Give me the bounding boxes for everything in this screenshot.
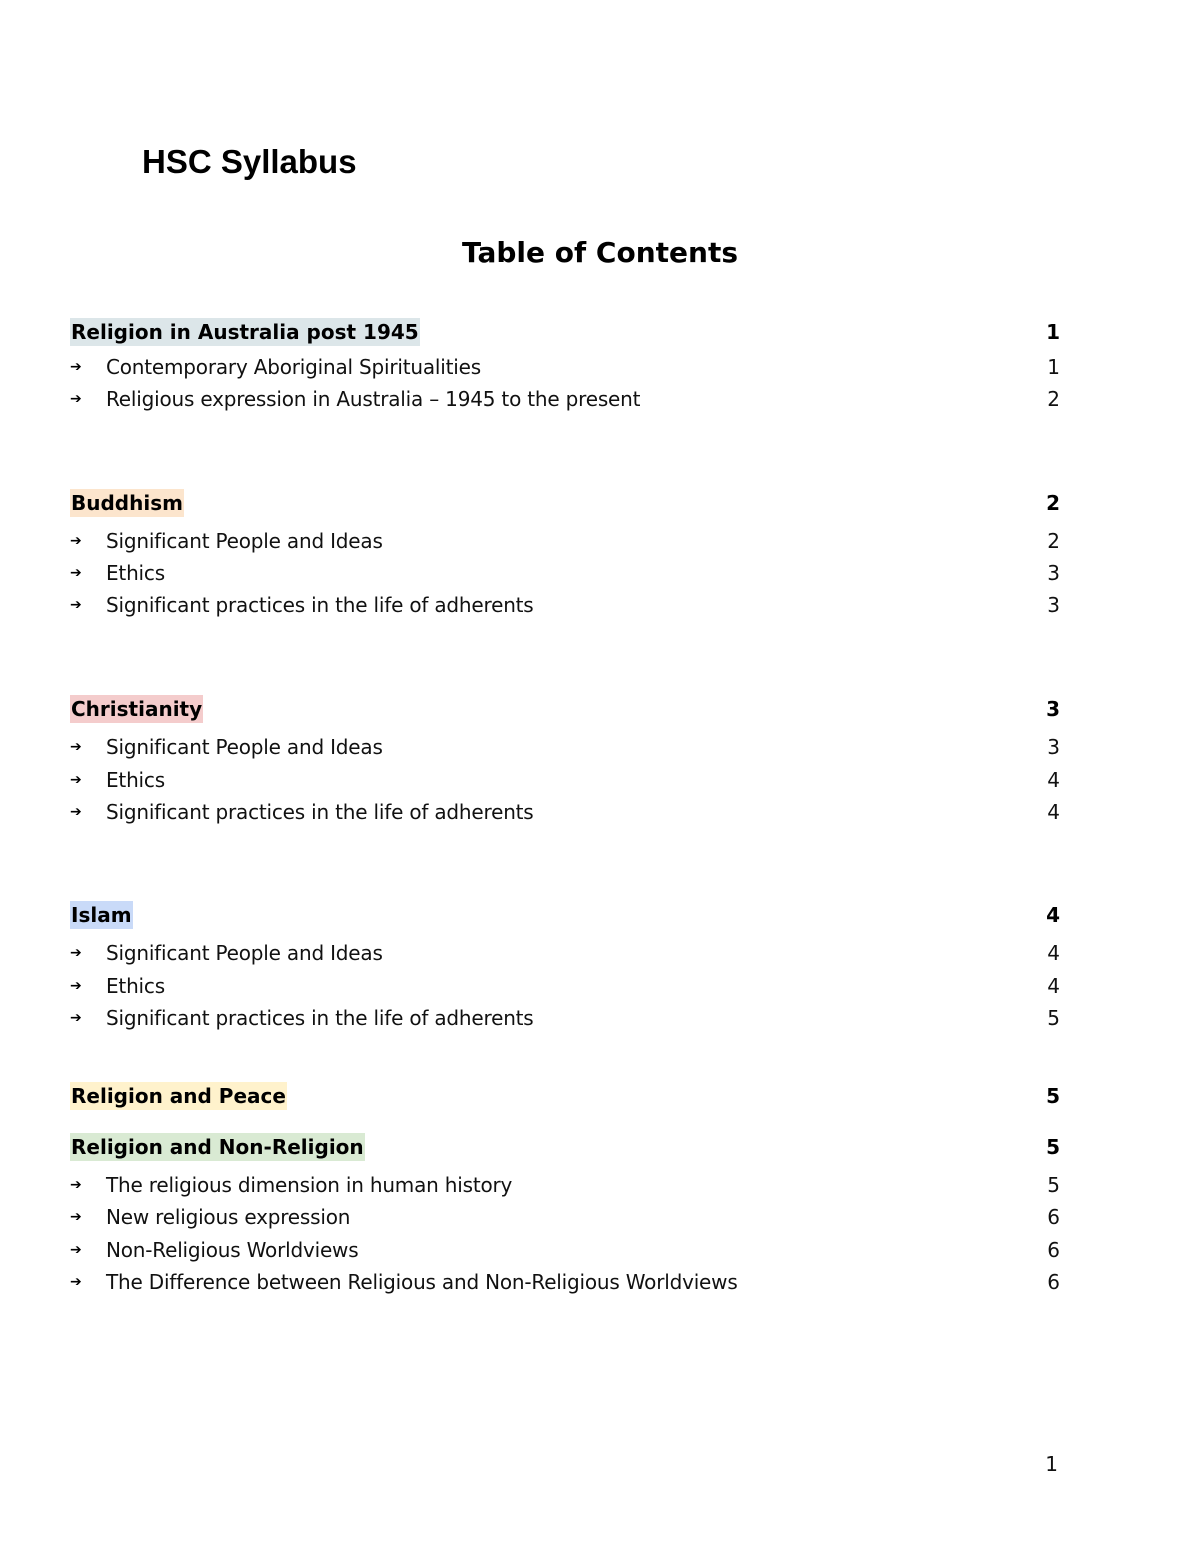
toc-item-label: Significant People and Ideas [106, 941, 383, 965]
arrow-right-icon: ➔ [70, 359, 82, 375]
toc-section-islam[interactable] [70, 899, 1060, 931]
page-number: 1 [1045, 1452, 1058, 1476]
toc-section-buddhism[interactable] [70, 487, 1060, 519]
toc-title: Table of Contents [461, 236, 738, 269]
toc-item[interactable] [70, 970, 1060, 1002]
toc-item-page: 4 [1047, 768, 1060, 792]
table-of-contents [70, 0, 1060, 1553]
toc-section-title: Religion and Peace [71, 1084, 286, 1108]
toc-item-label: Ethics [106, 561, 165, 585]
toc-item-page: 6 [1047, 1270, 1060, 1294]
toc-item-label: Ethics [106, 974, 165, 998]
arrow-right-icon: ➔ [70, 804, 82, 820]
arrow-right-icon: ➔ [70, 1010, 82, 1026]
arrow-right-icon: ➔ [70, 945, 82, 961]
toc-item-page: 5 [1047, 1006, 1060, 1030]
toc-item-label: Contemporary Aboriginal Spiritualities [106, 355, 481, 379]
toc-section-title: Religion and Non-Religion [71, 1135, 364, 1159]
toc-item[interactable] [70, 1201, 1060, 1233]
toc-item-page: 5 [1047, 1173, 1060, 1197]
toc-item-page: 2 [1047, 387, 1060, 411]
toc-section-page: 3 [1046, 697, 1060, 721]
toc-item-label: The Difference between Religious and Non-Religious Worldviews [106, 1270, 738, 1294]
toc-item-label: Ethics [106, 768, 165, 792]
toc-item-page: 3 [1047, 735, 1060, 759]
toc-item-label: Significant practices in the life of adherents [106, 593, 534, 617]
toc-section-page: 4 [1046, 903, 1060, 927]
toc-item-label: The religious dimension in human history [106, 1173, 513, 1197]
toc-item-page: 6 [1047, 1205, 1060, 1229]
toc-section-religion-and-non-religion[interactable] [70, 1131, 1060, 1163]
arrow-right-icon: ➔ [70, 739, 82, 755]
toc-item[interactable] [70, 764, 1060, 796]
arrow-right-icon: ➔ [70, 565, 82, 581]
toc-item[interactable] [70, 557, 1060, 589]
toc-section-title: Buddhism [71, 491, 183, 515]
toc-section-page: 5 [1046, 1135, 1060, 1159]
toc-section-page: 2 [1046, 491, 1060, 515]
toc-section-page: 5 [1046, 1084, 1060, 1108]
toc-item-page: 4 [1047, 974, 1060, 998]
arrow-right-icon: ➔ [70, 1274, 82, 1290]
toc-section-page: 1 [1046, 320, 1060, 344]
toc-item[interactable] [70, 383, 1060, 415]
arrow-right-icon: ➔ [70, 533, 82, 549]
arrow-right-icon: ➔ [70, 772, 82, 788]
toc-item-label: Religious expression in Australia – 1945 to the present [106, 387, 641, 411]
toc-item-page: 6 [1047, 1238, 1060, 1262]
toc-section-christianity[interactable] [70, 693, 1060, 725]
toc-section-title: Religion in Australia post 1945 [71, 320, 419, 344]
toc-item-label: Significant practices in the life of adherents [106, 1006, 534, 1030]
toc-item[interactable] [70, 731, 1060, 763]
document-header: HSC Syllabus [142, 143, 357, 180]
toc-item-label: New religious expression [106, 1205, 351, 1229]
arrow-right-icon: ➔ [70, 391, 82, 407]
toc-item-page: 4 [1047, 800, 1060, 824]
toc-section-religion-and-peace[interactable] [70, 1080, 1060, 1112]
toc-section-title: Christianity [71, 697, 203, 721]
arrow-right-icon: ➔ [70, 978, 82, 994]
toc-item-page: 2 [1047, 529, 1060, 553]
toc-item-label: Significant People and Ideas [106, 735, 383, 759]
toc-item[interactable] [70, 1002, 1060, 1034]
toc-item[interactable] [70, 1266, 1060, 1298]
toc-item[interactable] [70, 937, 1060, 969]
toc-item-label: Non-Religious Worldviews [106, 1238, 359, 1262]
toc-item-page: 3 [1047, 561, 1060, 585]
toc-item[interactable] [70, 525, 1060, 557]
toc-section-title: Islam [71, 903, 132, 927]
arrow-right-icon: ➔ [70, 597, 82, 613]
toc-item-label: Significant practices in the life of adherents [106, 800, 534, 824]
arrow-right-icon: ➔ [70, 1209, 82, 1225]
toc-item-label: Significant People and Ideas [106, 529, 383, 553]
arrow-right-icon: ➔ [70, 1242, 82, 1258]
toc-item[interactable] [70, 1234, 1060, 1266]
toc-item[interactable] [70, 1169, 1060, 1201]
toc-item-page: 3 [1047, 593, 1060, 617]
toc-item[interactable] [70, 796, 1060, 828]
arrow-right-icon: ➔ [70, 1177, 82, 1193]
toc-item-page: 4 [1047, 941, 1060, 965]
toc-item-page: 1 [1047, 355, 1060, 379]
toc-item[interactable] [70, 351, 1060, 383]
toc-item[interactable] [70, 589, 1060, 621]
toc-section-religion-in-australia[interactable] [70, 316, 1060, 348]
